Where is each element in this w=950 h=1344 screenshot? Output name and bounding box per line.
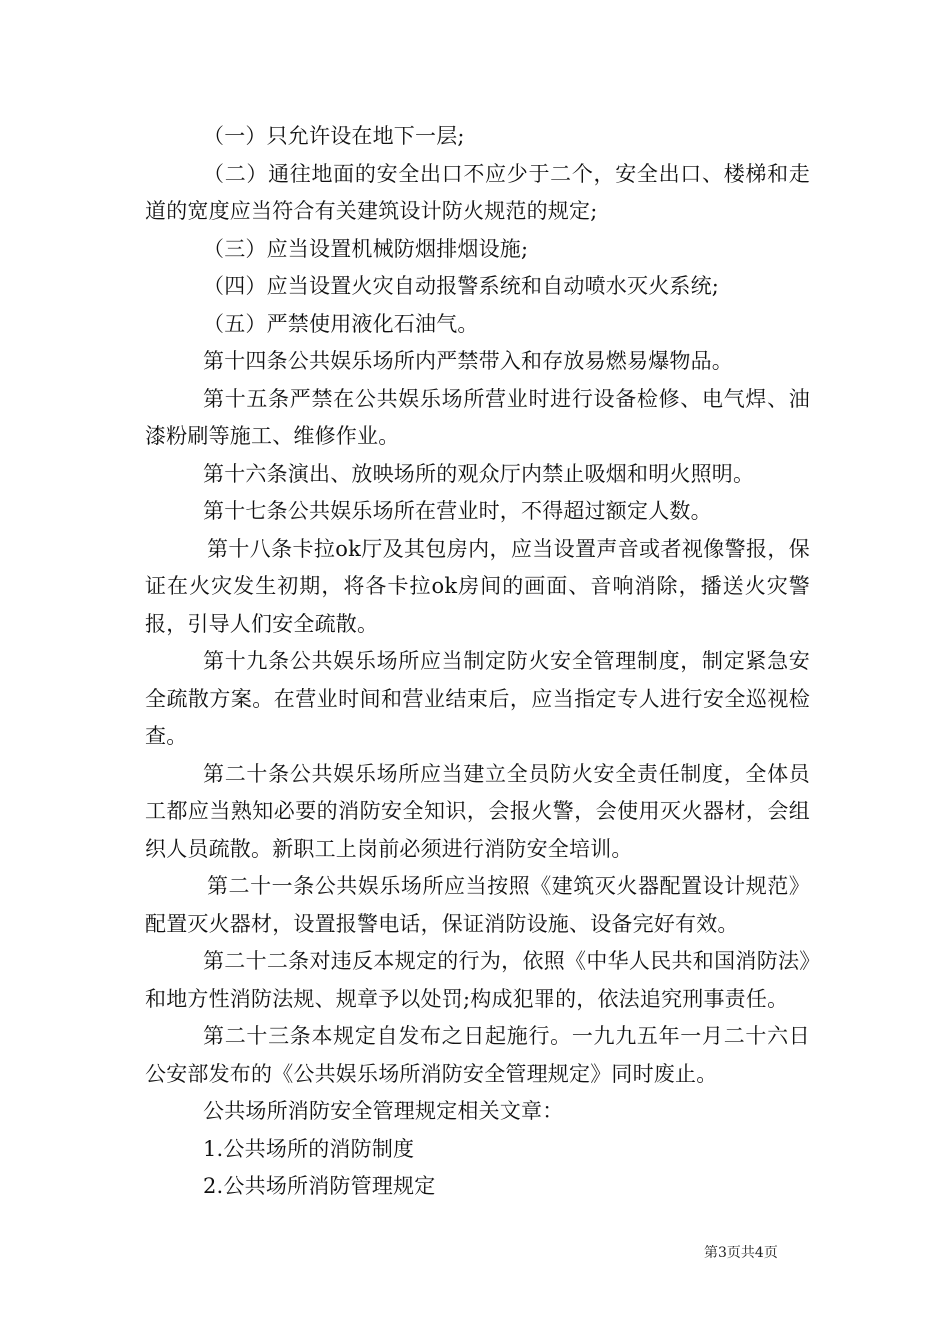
paragraph-item-3: （三）应当设置机械防烟排烟设施;: [203, 236, 529, 261]
article-14: 第十四条公共娱乐场所内严禁带入和存放易燃易爆物品。: [203, 349, 733, 373]
document-body: [145, 118, 810, 1206]
article-21: 第二十一条公共娱乐场所应当按照《建筑灭火器配置设计规范》配置灭火器材，设置报警电话，保证消防设施、设备完好有效。: [145, 874, 810, 936]
paragraph-item-5: （五）严禁使用液化石油气。: [203, 311, 479, 336]
article-22: 第二十二条对违反本规定的行为，依照《中华人民共和国消防法》和地方性消防法规、规章予以处罚;构成犯罪的，依法追究刑事责任。: [145, 949, 810, 1011]
paragraph-item-1: （一）只允许设在地下一层;: [203, 124, 465, 148]
article-23: 第二十三条本规定自发布之日起施行。一九九五年一月二十六日公安部发布的《公共娱乐场所消防安全管理规定》同时废止。: [145, 1024, 810, 1086]
related-articles-heading: 公共场所消防安全管理规定相关文章：: [203, 1099, 564, 1123]
related-article-link-1[interactable]: 1.公共场所的消防制度: [203, 1136, 415, 1161]
article-16: 第十六条演出、放映场所的观众厅内禁止吸烟和明火照明。: [203, 461, 755, 486]
article-17: 第十七条公共娱乐场所在营业时，不得超过额定人数。: [203, 499, 712, 523]
page-number: 第3页共4页: [704, 1245, 778, 1261]
article-19: 第十九条公共娱乐场所应当制定防火安全管理制度，制定紧急安全疏散方案。在营业时间和营业结束后，应当指定专人进行安全巡视检查。: [145, 649, 810, 748]
article-15: 第十五条严禁在公共娱乐场所营业时进行设备检修、电气焊、油漆粉刷等施工、维修作业。: [145, 386, 810, 448]
article-18: 第十八条卡拉ok厅及其包房内，应当设置声音或者视像警报，保证在火灾发生初期，将各卡拉ok房间的画面、音响消除，播送火灾警报，引导人们安全疏散。: [145, 536, 810, 636]
related-article-link-2[interactable]: 2.公共场所消防管理规定: [203, 1174, 436, 1198]
paragraph-item-4: （四）应当设置火灾自动报警系统和自动喷水灭火系统;: [203, 274, 720, 298]
article-20: 第二十条公共娱乐场所应当建立全员防火安全责任制度，全体员工都应当熟知必要的消防安全知识，会报火警，会使用灭火器材，会组织人员疏散。新职工上岗前必须进行消防安全培训。: [145, 761, 810, 861]
paragraph-item-2: （二）通往地面的安全出口不应少于二个，安全出口、楼梯和走道的宽度应当符合有关建筑设计防火规范的规定;: [145, 161, 810, 223]
